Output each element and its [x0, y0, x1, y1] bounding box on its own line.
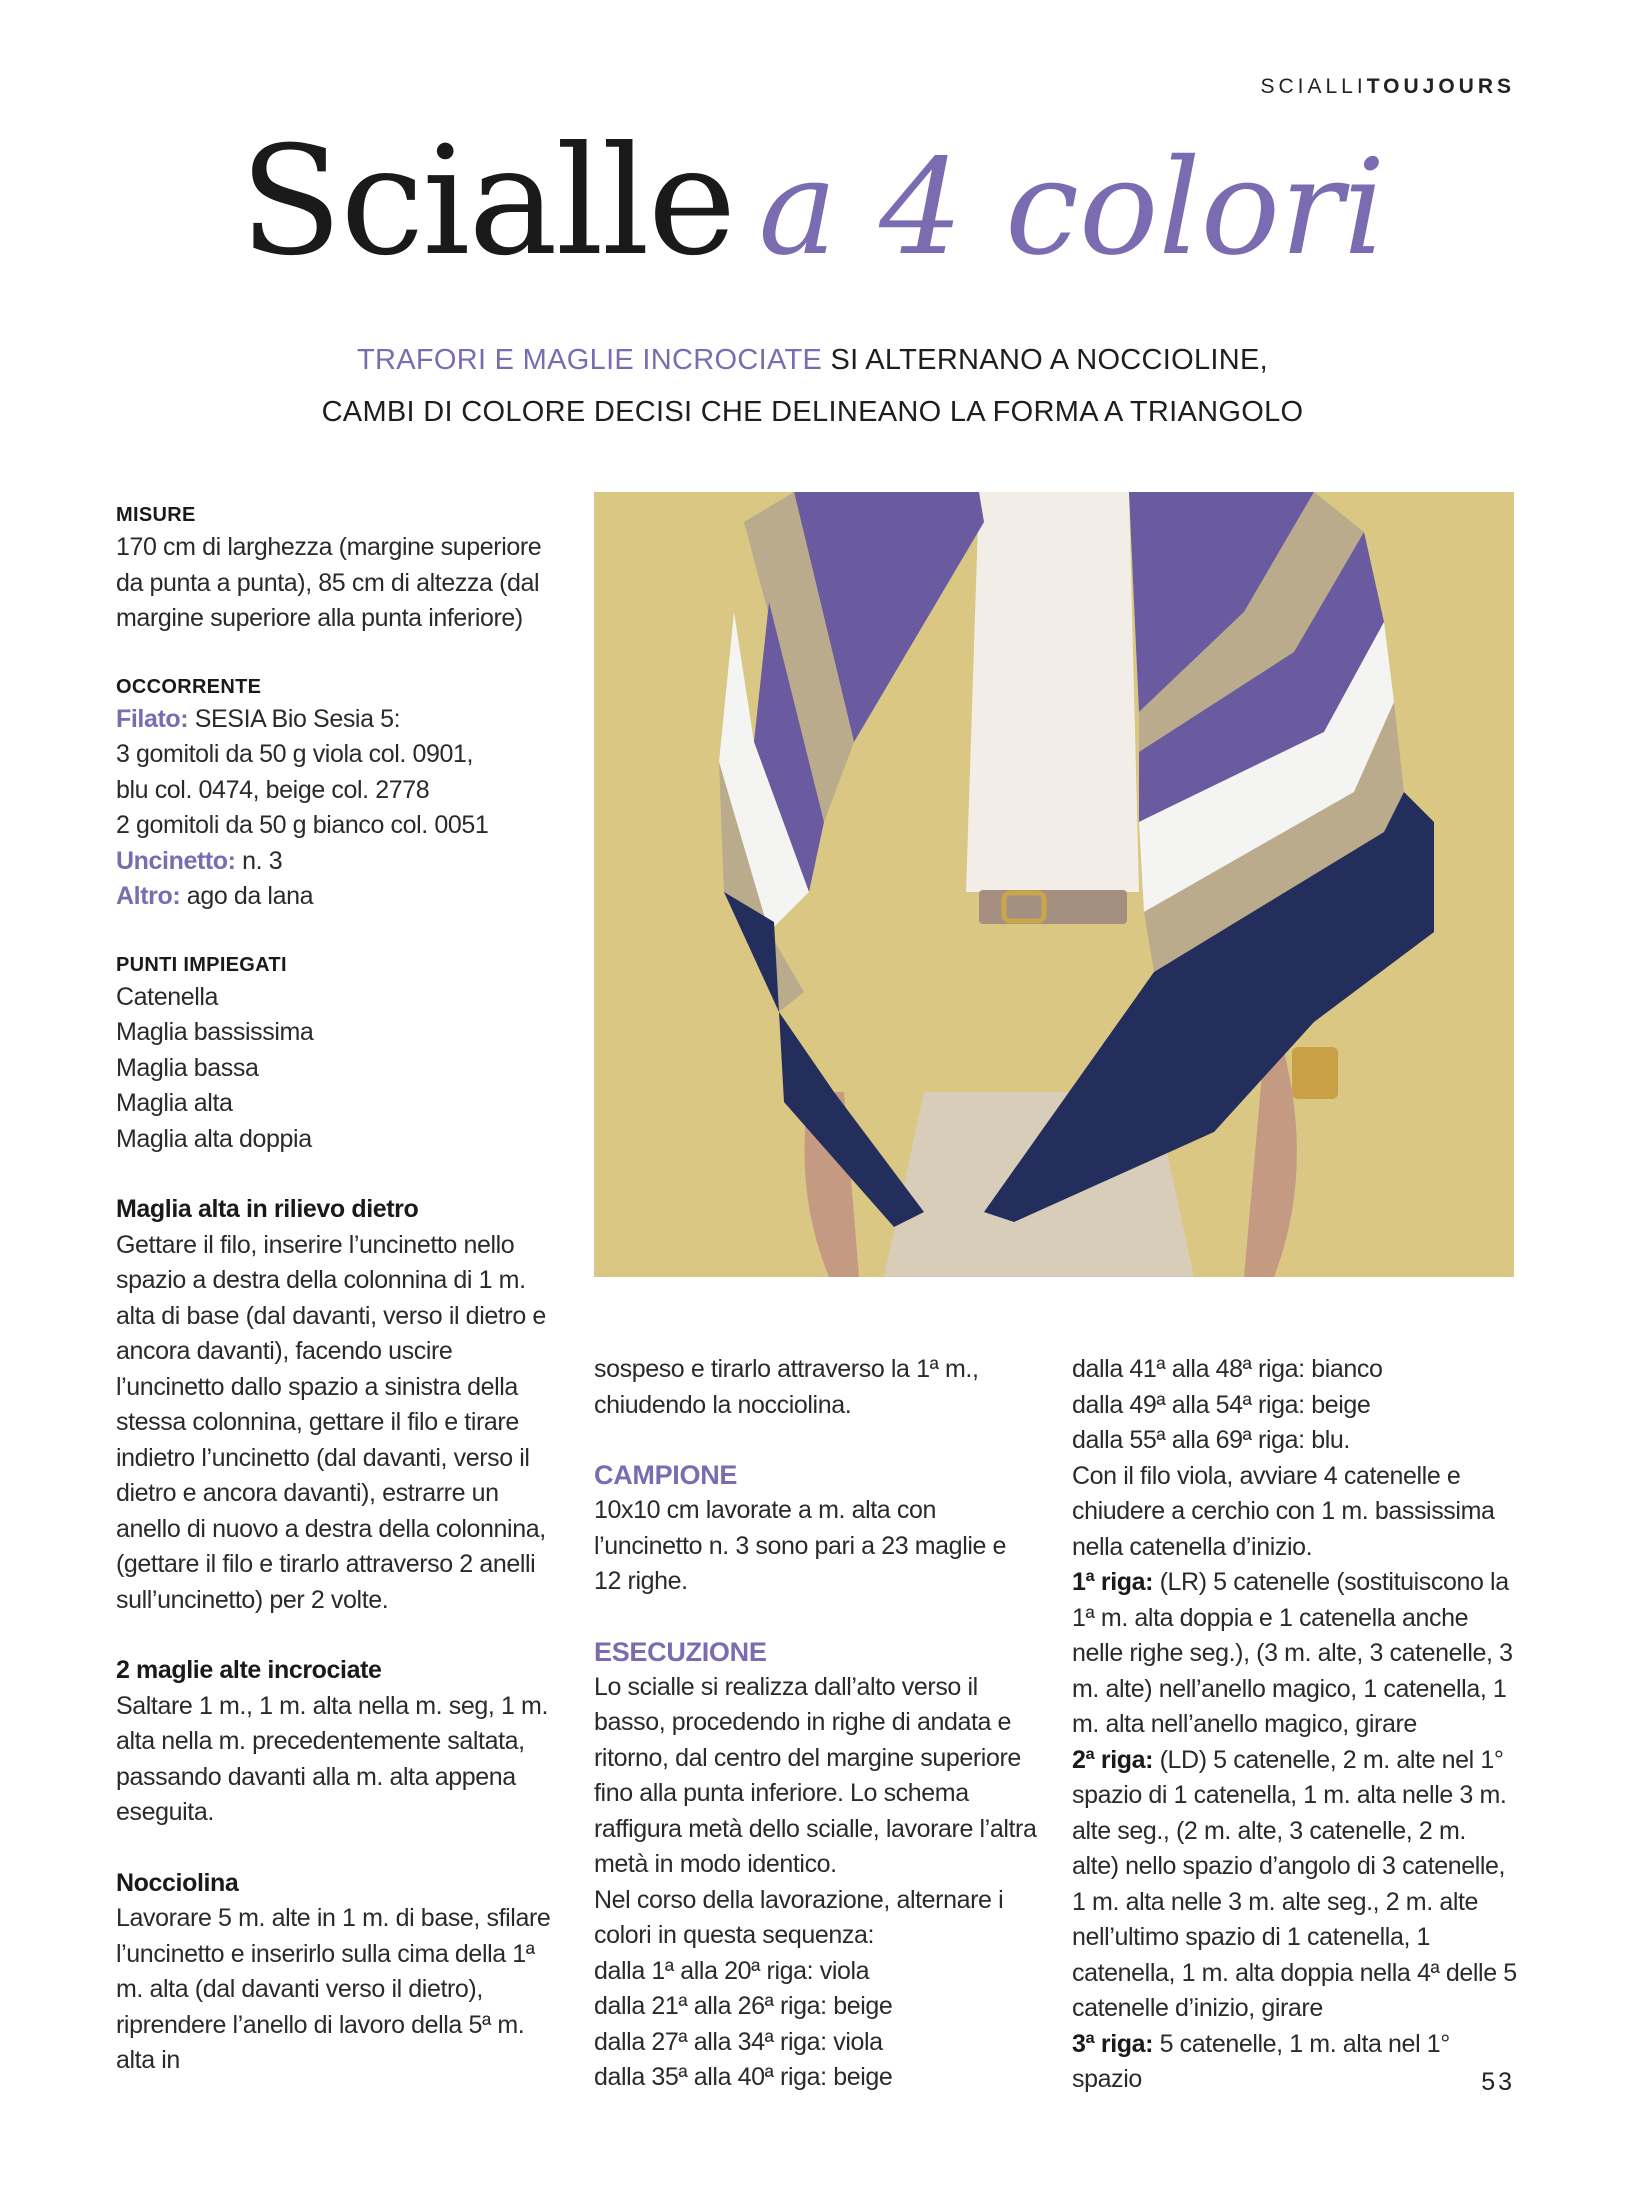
punto-item: Maglia bassa: [116, 1053, 259, 1082]
header-section: SCIALLI: [1260, 75, 1367, 98]
misure-text: 170 cm di larghezza (margine superiore da punta a punta), 85 cm di altezza (dal margine superiore alla punta inferiore): [116, 533, 542, 632]
punto-item: Maglia bassissima: [116, 1018, 314, 1046]
title-main: Scialle: [239, 115, 735, 289]
row-3-text: 5 catenelle, 1 m. alta nel 1° spazio: [1072, 2029, 1450, 2093]
esecuzione-p1: Lo scialle si realizza dall’alto verso il basso, procedendo in righe di andata e ritorno, dal centro del margine superiore fino alla punta inferiore. Lo schema raffigura metà dello scialle, lavorare l’altra metà in modo identico.: [594, 1672, 1037, 1878]
header-brand: TOUJOURS: [1366, 75, 1515, 98]
row-2-text: (LD) 5 catenelle, 2 m. alte nel 1° spazio di 1 catenella, 1 m. alta nelle 3 m. alte seg., (2 m. alte, 3 catenelle, 2 m. alte) nello spazio d’angolo di 3 catenelle, 1 m. alta nelle 3 m. alte seg., 2 m. alte nell’ultimo spazio di 1 catenella, 1 catenella, 1 m. alta doppia nella 4ª delle 5 catenelle d’inizio, girare: [1072, 1745, 1517, 2022]
uncinetto-value: n. 3: [235, 846, 283, 875]
row-1-text: (LR) 5 catenelle (sostituiscono la 1ª m. alta doppia e 1 catenella anche nelle righe seg.), (3 m. alte, 3 catenelle, 3 m. alte) nell’anello magico, 1 catenella, 1 m. alta nell’anello magico, girare: [1072, 1568, 1513, 1738]
row-1: [1072, 1565, 1517, 1743]
row-3: [1072, 2027, 1517, 2098]
occorrente-heading: OCCORRENTE: [116, 675, 262, 698]
esecuzione-p2: Nel corso della lavorazione, alternare i colori in questa sequenza:: [594, 1885, 1004, 1949]
misure-heading: MISURE: [116, 504, 196, 526]
punti-heading: PUNTI IMPIEGATI: [116, 953, 287, 976]
punto-item: Maglia alta doppia: [116, 1124, 312, 1153]
nocciolina-title: Nocciolina: [116, 1868, 239, 1897]
nocciolina-continued: sospeso e tirarlo attraverso la 1ª m., chiudendo la nocciolina.: [594, 1355, 979, 1419]
row-3-label: 3ª riga:: [1072, 2029, 1154, 2058]
subtitle-highlight: TRAFORI E MAGLIE INCROCIATE: [356, 344, 823, 376]
altro-label: Altro:: [116, 882, 181, 910]
filato-line: [116, 702, 561, 738]
row-2-label: 2ª riga:: [1072, 1745, 1154, 1774]
color-sequence-item: dalla 55ª alla 69ª riga: blu.: [1072, 1426, 1350, 1454]
altro-value: ago da lana: [180, 882, 314, 910]
running-header: [1260, 75, 1515, 99]
nocciolina-text: Lavorare 5 m. alte in 1 m. di base, sfilare l’uncinetto e inserirlo sulla cima della 1ª m. alta (dal davanti verso il dietro), riprendere l’anello di lavoro della 5ª m. alta in: [116, 1904, 551, 2074]
shawl-photo: [594, 492, 1514, 1277]
subtitle-line-2: CAMBI DI COLORE DECISI CHE DELINEANO LA FORMA A TRIANGOLO: [321, 396, 1304, 428]
campione-text: 10x10 cm lavorate a m. alta con l’uncinetto n. 3 sono pari a 23 maglie e 12 righe.: [594, 1496, 1007, 1595]
yarn-line-1: 3 gomitoli da 50 g viola col. 0901,: [116, 740, 474, 768]
yarn-line-3: 2 gomitoli da 50 g bianco col. 0051: [116, 811, 489, 839]
column-left: [116, 500, 561, 2079]
incrociate-text: Saltare 1 m., 1 m. alta nella m. seg, 1 m. alta nella m. precedentemente saltata, passando davanti alla m. alta appena eseguita.: [116, 1691, 548, 1826]
color-sequence-item: dalla 27ª alla 34ª riga: viola: [594, 2027, 883, 2056]
title-accent: a 4 colori: [758, 131, 1386, 285]
uncinetto-line: [116, 844, 561, 880]
rilievo-title: Maglia alta in rilievo dietro: [116, 1195, 419, 1223]
filato-value: SESIA Bio Sesia 5:: [188, 704, 401, 733]
esecuzione-p3: Con il filo viola, avviare 4 catenelle e chiudere a cerchio con 1 m. bassissima nella catenella d’inizio.: [1072, 1461, 1495, 1561]
altro-line: [116, 879, 561, 915]
color-sequence-item: dalla 21ª alla 26ª riga: beige: [594, 1992, 893, 2020]
campione-heading: CAMPIONE: [594, 1460, 738, 1490]
column-right: [1072, 1352, 1517, 2098]
filato-label: Filato:: [116, 704, 189, 733]
esecuzione-heading: ESECUZIONE: [594, 1636, 767, 1667]
subtitle-rest: SI ALTERNANO A NOCCIOLINE,: [822, 344, 1269, 376]
punto-item: Catenella: [116, 982, 219, 1011]
page-title: [0, 115, 1625, 289]
color-sequence-item: dalla 35ª alla 40ª riga: beige: [594, 2063, 893, 2091]
yarn-line-2: blu col. 0474, beige col. 2778: [116, 775, 430, 804]
uncinetto-label: Uncinetto:: [116, 846, 236, 875]
color-sequence-item: dalla 41ª alla 48ª riga: bianco: [1072, 1355, 1383, 1383]
row-2: [1072, 1743, 1517, 2027]
subtitle: [0, 334, 1625, 438]
color-sequence-item: dalla 49ª alla 54ª riga: beige: [1072, 1390, 1371, 1419]
incrociate-title: 2 maglie alte incrociate: [116, 1656, 382, 1684]
shawl-illustration: [594, 492, 1514, 1277]
row-1-label: 1ª riga:: [1072, 1568, 1154, 1596]
rilievo-text: Gettare il filo, inserire l’uncinetto nello spazio a destra della colonnina di 1 m. alta di base (dal davanti, verso il dietro e ancora davanti), facendo uscire l’uncinetto dallo spazio a sinistra della stessa colonnina, gettare il filo e tirare indietro l’uncinetto (dal davanti, verso il dietro e ancora davanti), estrarre un anello di nuovo a destra della colonnina, (gettare il filo e tirarlo attraverso 2 anelli sull’uncinetto) per 2 volte.: [116, 1230, 546, 1614]
page-number: 53: [1481, 2068, 1515, 2096]
color-sequence-item: dalla 1ª alla 20ª riga: viola: [594, 1956, 870, 1985]
column-middle: [594, 1352, 1039, 2096]
punto-item: Maglia alta: [116, 1089, 233, 1117]
subtitle-line-1: [0, 334, 1625, 386]
